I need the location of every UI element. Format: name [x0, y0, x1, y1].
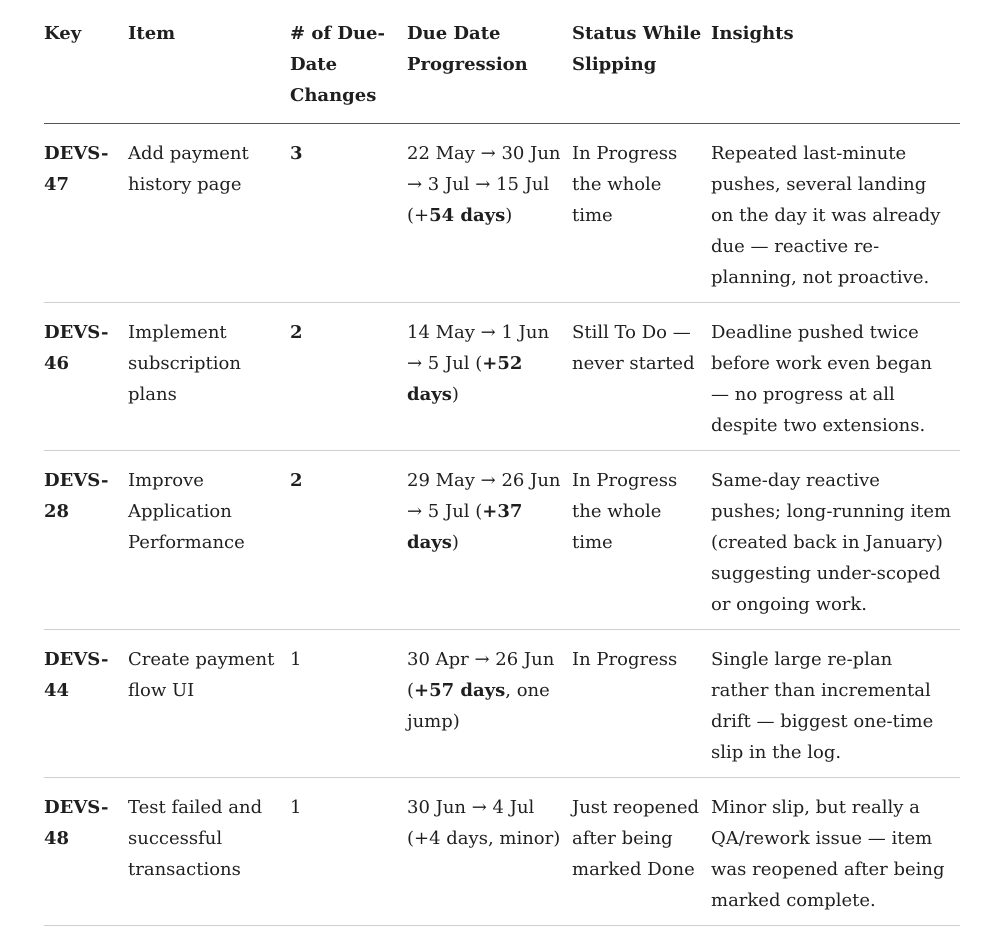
cell-changes: 1 — [290, 630, 407, 778]
header-row — [44, 18, 960, 124]
cell-item: Test failed and successful transactions — [128, 778, 290, 926]
header-key: Key — [44, 18, 128, 124]
header-status: Status While Slipping — [572, 18, 711, 124]
cell-insights: Single large re-plan rather than incremental drift — biggest one-time slip in the log. — [711, 630, 960, 778]
table-body — [44, 124, 960, 926]
cell-progression — [407, 630, 572, 778]
due-date-slippage-table — [44, 18, 960, 926]
progression-suffix: , one jump) — [407, 680, 550, 732]
cell-insights: Same-day reactive pushes; long-running item (created back in January) suggesting under-scoped or ongoing work. — [711, 451, 960, 630]
cell-key: DEVS-46 — [44, 303, 128, 451]
cell-insights: Repeated last-minute pushes, several landing on the day it was already due — reactive re-planning, not proactive. — [711, 124, 960, 303]
cell-progression — [407, 303, 572, 451]
header-insights: Insights — [711, 18, 960, 124]
cell-insights: Minor slip, but really a QA/rework issue — item was reopened after being marked complete. — [711, 778, 960, 926]
cell-key: DEVS-48 — [44, 778, 128, 926]
cell-key: DEVS-47 — [44, 124, 128, 303]
cell-status: In Progress — [572, 630, 711, 778]
progression-suffix: ) — [505, 205, 513, 226]
progression-days: +57 days — [414, 680, 506, 701]
cell-progression — [407, 778, 572, 926]
table-header — [44, 18, 960, 124]
table-row — [44, 303, 960, 451]
cell-progression — [407, 124, 572, 303]
cell-changes: 2 — [290, 303, 407, 451]
cell-item: Add payment history page — [128, 124, 290, 303]
cell-progression — [407, 451, 572, 630]
progression-days: +52 days — [407, 353, 523, 405]
cell-status: Just reopened after being marked Done — [572, 778, 711, 926]
cell-changes: 1 — [290, 778, 407, 926]
header-progression: Due Date Progression — [407, 18, 572, 124]
cell-insights: Deadline pushed twice before work even began — no progress at all despite two extensions. — [711, 303, 960, 451]
cell-item: Create payment flow UI — [128, 630, 290, 778]
cell-key: DEVS-28 — [44, 451, 128, 630]
header-changes: # of Due-Date Changes — [290, 18, 407, 124]
cell-status: In Progress the whole time — [572, 124, 711, 303]
table-row — [44, 124, 960, 303]
cell-key: DEVS-44 — [44, 630, 128, 778]
table-row — [44, 630, 960, 778]
table-row — [44, 778, 960, 926]
progression-suffix: ) — [451, 384, 459, 405]
header-item: Item — [128, 18, 290, 124]
progression-text: 29 May → 26 Jun → 5 Jul ( — [407, 470, 561, 522]
cell-item: Implement subscription plans — [128, 303, 290, 451]
progression-suffix: ) — [451, 532, 459, 553]
cell-changes: 3 — [290, 124, 407, 303]
progression-days: +37 days — [407, 501, 523, 553]
table-row — [44, 451, 960, 630]
progression-days: 54 days — [429, 205, 506, 226]
progression-text: 22 May → 30 Jun → 3 Jul → 15 Jul (+ — [407, 143, 561, 226]
cell-status: In Progress the whole time — [572, 451, 711, 630]
progression-text: 30 Apr → 26 Jun ( — [407, 649, 555, 701]
progression-text: 30 Jun → 4 Jul (+4 days, minor) — [407, 797, 561, 849]
cell-changes: 2 — [290, 451, 407, 630]
cell-item: Improve Application Performance — [128, 451, 290, 630]
cell-status: Still To Do — never started — [572, 303, 711, 451]
progression-text: 14 May → 1 Jun → 5 Jul ( — [407, 322, 550, 374]
